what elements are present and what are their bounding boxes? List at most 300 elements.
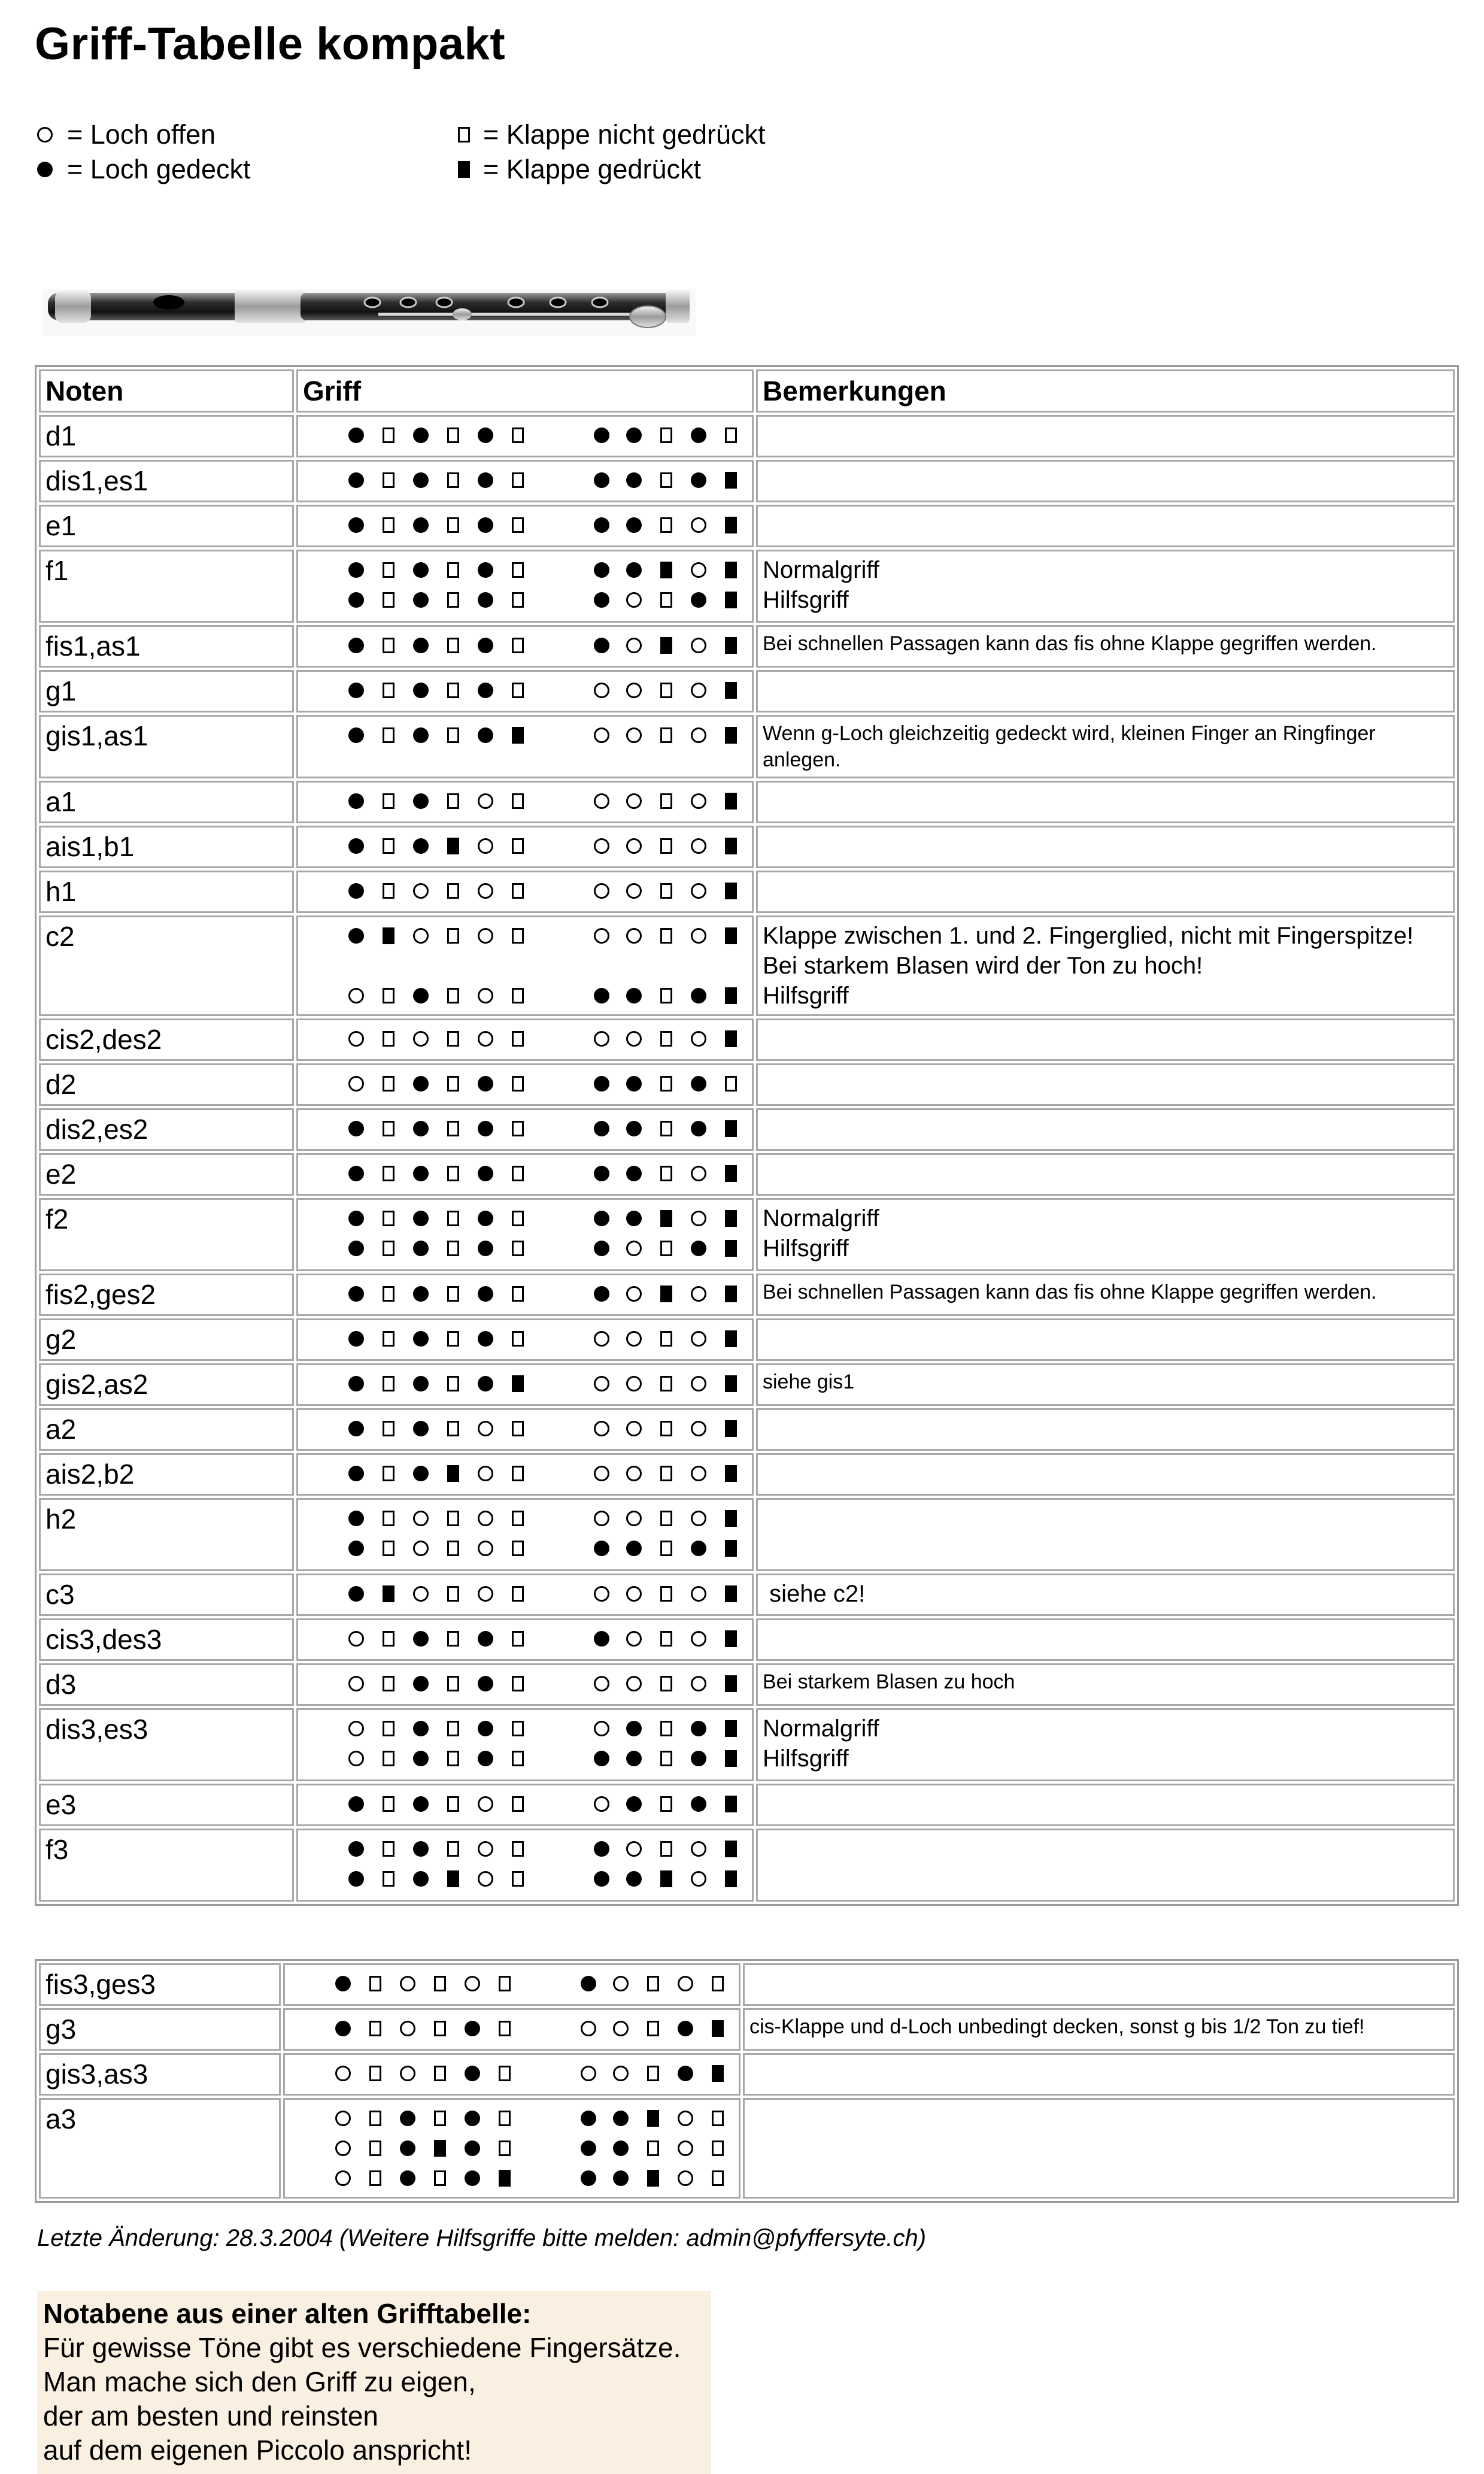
- key-pressed-icon: [647, 2170, 659, 2187]
- key-not-pressed-icon: [660, 1121, 672, 1136]
- grip-line: [303, 1414, 747, 1444]
- key-not-pressed-icon: [447, 683, 459, 698]
- key-not-pressed-icon: [383, 472, 394, 488]
- nota-heading: Notabene aus einer alten Grifftabelle:: [43, 2298, 532, 2329]
- open-hole-icon: [478, 1841, 493, 1857]
- key-not-pressed-icon: [383, 592, 394, 608]
- covered-hole-icon: [691, 472, 706, 488]
- grip-cell: [296, 1108, 754, 1151]
- key-pressed-icon: [725, 1240, 737, 1257]
- grip-cell: [296, 826, 754, 868]
- open-hole-icon: [626, 592, 642, 608]
- key-not-pressed-icon: [383, 638, 394, 653]
- covered-hole-icon: [691, 1121, 706, 1136]
- covered-hole-icon: [348, 1841, 364, 1857]
- key-not-pressed-icon: [383, 683, 394, 698]
- key-not-pressed-icon: [512, 1421, 524, 1436]
- note-cell: d2: [39, 1063, 294, 1106]
- open-hole-icon: [348, 1031, 364, 1047]
- open-hole-icon: [413, 1586, 429, 1602]
- note-cell: dis2,es2: [39, 1108, 294, 1151]
- remarks-cell: [756, 1784, 1455, 1826]
- covered-hole-icon: [594, 1541, 609, 1556]
- header-remarks: Bemerkungen: [756, 369, 1455, 413]
- remark-line: Hilfsgriff: [763, 983, 849, 1009]
- covered-hole-icon: [348, 1586, 364, 1602]
- covered-hole-icon: [626, 1076, 642, 1092]
- grip-line: [303, 951, 747, 981]
- remarks-cell: [756, 1829, 1455, 1902]
- legend-holes: [37, 117, 250, 187]
- key-not-pressed-icon: [383, 1466, 394, 1481]
- table-row: [39, 1829, 1455, 1902]
- open-hole-icon: [613, 2066, 629, 2081]
- covered-hole-icon: [348, 638, 364, 653]
- open-hole-icon: [594, 1721, 609, 1736]
- note-cell: g1: [39, 670, 294, 713]
- key-not-pressed-icon: [712, 2111, 724, 2126]
- grip-cell: [296, 505, 754, 547]
- key-not-pressed-icon: [447, 1166, 459, 1181]
- remark-line: Normalgriff: [763, 1715, 879, 1742]
- open-hole-icon: [678, 2170, 693, 2186]
- key-not-pressed-icon: [512, 793, 524, 809]
- covered-hole-icon: [413, 793, 429, 809]
- key-not-pressed-icon: [512, 683, 524, 698]
- note-cell: fis1,as1: [39, 625, 294, 668]
- covered-hole-icon: [478, 1121, 493, 1136]
- grip-line: [303, 831, 747, 861]
- key-not-pressed-icon: [383, 727, 394, 743]
- covered-hole-icon: [348, 1871, 364, 1887]
- key-not-pressed-icon: [447, 562, 459, 578]
- open-hole-icon: [594, 793, 609, 809]
- key-not-pressed-icon: [712, 2170, 724, 2186]
- open-hole-icon: [691, 1466, 706, 1481]
- key-not-pressed-icon: [447, 638, 459, 653]
- covered-hole-icon: [348, 1166, 364, 1181]
- open-hole-icon: [594, 883, 609, 899]
- remarks-cell: [756, 826, 1455, 868]
- key-pressed-icon: [458, 161, 470, 178]
- open-hole-icon: [413, 1511, 429, 1526]
- grip-line: [303, 675, 747, 705]
- grip-line: [303, 1744, 747, 1773]
- open-hole-icon: [413, 1541, 429, 1556]
- key-pressed-icon: [660, 562, 672, 578]
- grip-cell: [296, 550, 754, 623]
- key-not-pressed-icon: [512, 1841, 524, 1857]
- remark-line: siehe c2!: [763, 1581, 866, 1607]
- open-hole-icon: [594, 1586, 609, 1602]
- key-not-pressed-icon: [383, 1751, 394, 1766]
- fingering-table-continued: [35, 1959, 1459, 2203]
- key-not-pressed-icon: [369, 2170, 381, 2186]
- key-not-pressed-icon: [447, 988, 459, 1003]
- grip-line: [303, 1369, 747, 1399]
- key-not-pressed-icon: [660, 1721, 672, 1736]
- covered-hole-icon: [348, 793, 364, 809]
- grip-cell: [296, 871, 754, 913]
- table-row: [39, 1274, 1455, 1316]
- table-row: [39, 1108, 1455, 1151]
- key-not-pressed-icon: [512, 592, 524, 608]
- key-pressed-icon: [725, 1375, 737, 1392]
- grip-cell: [296, 1708, 754, 1781]
- table-row: [39, 2098, 1455, 2199]
- key-pressed-icon: [725, 1540, 737, 1557]
- covered-hole-icon: [626, 1211, 642, 1226]
- key-pressed-icon: [725, 1675, 737, 1692]
- key-not-pressed-icon: [512, 517, 524, 533]
- open-hole-icon: [626, 638, 642, 653]
- note-cell: d3: [39, 1663, 294, 1706]
- open-hole-icon: [691, 517, 706, 533]
- grip-line: [290, 2103, 734, 2133]
- legend-keys: [458, 117, 766, 187]
- covered-hole-icon: [348, 1376, 364, 1391]
- note-cell: fis2,ges2: [39, 1274, 294, 1316]
- key-not-pressed-icon: [447, 1286, 459, 1302]
- open-hole-icon: [691, 727, 706, 743]
- covered-hole-icon: [478, 1076, 493, 1092]
- nota-line: Für gewisse Töne gibt es verschiedene Fingersätze.: [43, 2332, 681, 2363]
- key-pressed-icon: [725, 883, 737, 899]
- covered-hole-icon: [413, 1796, 429, 1812]
- key-not-pressed-icon: [434, 1976, 446, 1991]
- remarks-cell: [756, 781, 1455, 823]
- covered-hole-icon: [348, 1466, 364, 1481]
- key-pressed-icon: [725, 1120, 737, 1137]
- remarks-cell: [756, 1408, 1455, 1451]
- key-not-pressed-icon: [660, 1466, 672, 1481]
- key-not-pressed-icon: [660, 1751, 672, 1766]
- key-not-pressed-icon: [447, 1031, 459, 1047]
- remark-line: Wenn g-Loch gleichzeitig gedeckt wird, kleinen Finger an Ringfinger: [763, 722, 1376, 745]
- covered-hole-icon: [613, 2141, 629, 2156]
- table-row: [39, 1363, 1455, 1406]
- open-hole-icon: [691, 1631, 706, 1647]
- covered-hole-icon: [478, 1286, 493, 1302]
- key-pressed-icon: [725, 1720, 737, 1737]
- key-not-pressed-icon: [383, 1286, 394, 1302]
- key-not-pressed-icon: [660, 883, 672, 899]
- open-hole-icon: [678, 2111, 693, 2126]
- key-not-pressed-icon: [383, 1331, 394, 1347]
- legend-open-label: = Loch offen: [67, 119, 216, 150]
- note-cell: dis3,es3: [39, 1708, 294, 1781]
- covered-hole-icon: [348, 683, 364, 698]
- grip-line: [303, 876, 747, 906]
- key-not-pressed-icon: [434, 2066, 446, 2081]
- remarks-cell: [743, 2053, 1455, 2096]
- open-hole-icon: [478, 1421, 493, 1436]
- table-row: [39, 915, 1455, 1016]
- covered-hole-icon: [348, 517, 364, 533]
- grip-cell: [296, 1318, 754, 1361]
- table-row: [39, 460, 1455, 502]
- open-hole-icon: [626, 1241, 642, 1256]
- open-hole-icon: [594, 1421, 609, 1436]
- key-pressed-icon: [383, 1585, 394, 1602]
- covered-hole-icon: [413, 1841, 429, 1857]
- key-not-pressed-icon: [725, 428, 737, 443]
- covered-hole-icon: [465, 2021, 480, 2036]
- legend-key-down: [458, 152, 766, 187]
- header-grip: Griff: [296, 369, 754, 413]
- open-hole-icon: [594, 727, 609, 743]
- open-hole-icon: [594, 683, 609, 698]
- remarks-cell: [743, 2008, 1455, 2051]
- grip-line: [290, 2014, 734, 2044]
- note-cell: c3: [39, 1573, 294, 1616]
- covered-hole-icon: [348, 1511, 364, 1526]
- open-hole-icon: [691, 928, 706, 944]
- covered-hole-icon: [691, 1241, 706, 1256]
- open-hole-icon: [678, 1976, 693, 1991]
- covered-hole-icon: [594, 1631, 609, 1647]
- covered-hole-icon: [594, 428, 609, 443]
- covered-hole-icon: [626, 1751, 642, 1766]
- open-hole-icon: [691, 1676, 706, 1691]
- header-notes: Noten: [39, 369, 294, 413]
- covered-hole-icon: [478, 517, 493, 533]
- key-not-pressed-icon: [383, 838, 394, 854]
- note-cell: fis3,ges3: [39, 1963, 281, 2006]
- grip-line: [303, 585, 747, 615]
- key-not-pressed-icon: [660, 727, 672, 743]
- grip-line: [303, 1279, 747, 1309]
- covered-hole-icon: [478, 727, 493, 743]
- covered-hole-icon: [348, 838, 364, 854]
- open-hole-icon: [348, 1676, 364, 1691]
- open-hole-icon: [691, 1586, 706, 1602]
- remark-line: siehe gis1: [763, 1371, 855, 1393]
- covered-hole-icon: [413, 838, 429, 854]
- key-not-pressed-icon: [512, 1211, 524, 1226]
- covered-hole-icon: [478, 683, 493, 698]
- remarks-cell: [756, 460, 1455, 502]
- covered-hole-icon: [691, 1541, 706, 1556]
- covered-hole-icon: [581, 2141, 596, 2156]
- table-row: [39, 1318, 1455, 1361]
- covered-hole-icon: [478, 472, 493, 488]
- covered-hole-icon: [335, 1976, 351, 1991]
- covered-hole-icon: [348, 1121, 364, 1136]
- key-not-pressed-icon: [447, 1721, 459, 1736]
- key-not-pressed-icon: [512, 1466, 524, 1481]
- note-cell: a1: [39, 781, 294, 823]
- key-not-pressed-icon: [660, 1841, 672, 1857]
- remarks-cell: [756, 1198, 1455, 1271]
- covered-hole-icon: [348, 428, 364, 443]
- grip-line: [303, 510, 747, 540]
- covered-hole-icon: [37, 162, 53, 177]
- covered-hole-icon: [413, 592, 429, 608]
- table-row: [39, 625, 1455, 668]
- grip-line: [303, 1714, 747, 1744]
- key-not-pressed-icon: [434, 2021, 446, 2036]
- key-not-pressed-icon: [434, 2111, 446, 2126]
- table-header-row: [39, 369, 1455, 413]
- open-hole-icon: [400, 1976, 415, 1991]
- grip-line: [303, 981, 747, 1011]
- table-row: [39, 715, 1455, 778]
- key-not-pressed-icon: [660, 1541, 672, 1556]
- open-hole-icon: [691, 1331, 706, 1347]
- key-pressed-icon: [725, 927, 737, 944]
- covered-hole-icon: [348, 883, 364, 899]
- grip-cell: [296, 1573, 754, 1616]
- grip-line: [303, 555, 747, 585]
- remarks-cell: [756, 715, 1455, 778]
- key-pressed-icon: [512, 1375, 524, 1392]
- key-not-pressed-icon: [369, 2111, 381, 2126]
- legend-open: [37, 117, 250, 152]
- covered-hole-icon: [413, 517, 429, 533]
- key-not-pressed-icon: [383, 1871, 394, 1887]
- covered-hole-icon: [348, 727, 364, 743]
- key-pressed-icon: [725, 838, 737, 854]
- remarks-cell: [756, 550, 1455, 623]
- grip-line: [303, 1624, 747, 1654]
- open-hole-icon: [335, 2141, 351, 2156]
- note-cell: d1: [39, 415, 294, 457]
- grip-cell: [296, 1363, 754, 1406]
- open-hole-icon: [626, 1331, 642, 1347]
- key-not-pressed-icon: [512, 1676, 524, 1691]
- table-row: [39, 1708, 1455, 1781]
- covered-hole-icon: [594, 472, 609, 488]
- grip-cell: [296, 1498, 754, 1571]
- covered-hole-icon: [594, 1841, 609, 1857]
- note-cell: cis3,des3: [39, 1618, 294, 1661]
- open-hole-icon: [594, 1376, 609, 1391]
- covered-hole-icon: [478, 638, 493, 653]
- note-cell: e3: [39, 1784, 294, 1826]
- covered-hole-icon: [413, 638, 429, 653]
- key-not-pressed-icon: [725, 1076, 737, 1092]
- covered-hole-icon: [594, 1076, 609, 1092]
- grip-cell: [296, 670, 754, 713]
- grip-line: [290, 1969, 734, 1999]
- open-hole-icon: [691, 1841, 706, 1857]
- remark-line: Normalgriff: [763, 557, 879, 583]
- grip-line: [303, 420, 747, 450]
- remark-line: Bei schnellen Passagen kann das fis ohne Klappe gegriffen werden.: [763, 1281, 1377, 1303]
- grip-cell: [296, 915, 754, 1016]
- covered-hole-icon: [581, 2111, 596, 2126]
- key-pressed-icon: [725, 1465, 737, 1482]
- grip-cell: [283, 2098, 741, 2199]
- covered-hole-icon: [348, 1421, 364, 1436]
- grip-cell: [296, 1018, 754, 1061]
- covered-hole-icon: [594, 562, 609, 578]
- covered-hole-icon: [691, 1796, 706, 1812]
- grip-line: [303, 1203, 747, 1233]
- key-pressed-icon: [447, 1870, 459, 1887]
- covered-hole-icon: [691, 428, 706, 443]
- remark-line: Klappe zwischen 1. und 2. Fingerglied, nicht mit Fingerspitze!: [763, 923, 1414, 949]
- key-pressed-icon: [725, 1750, 737, 1767]
- key-not-pressed-icon: [447, 1241, 459, 1256]
- covered-hole-icon: [413, 1421, 429, 1436]
- key-pressed-icon: [725, 682, 737, 699]
- key-not-pressed-icon: [383, 1076, 394, 1092]
- covered-hole-icon: [413, 1721, 429, 1736]
- key-not-pressed-icon: [512, 883, 524, 899]
- covered-hole-icon: [626, 1166, 642, 1181]
- key-not-pressed-icon: [447, 1676, 459, 1691]
- covered-hole-icon: [413, 1286, 429, 1302]
- key-not-pressed-icon: [660, 428, 672, 443]
- open-hole-icon: [594, 1466, 609, 1481]
- note-cell: f2: [39, 1198, 294, 1271]
- grip-cell: [296, 1408, 754, 1451]
- key-not-pressed-icon: [660, 1631, 672, 1647]
- note-cell: ais2,b2: [39, 1453, 294, 1496]
- key-not-pressed-icon: [369, 2066, 381, 2081]
- covered-hole-icon: [594, 1871, 609, 1887]
- legend-covered: [37, 152, 250, 187]
- covered-hole-icon: [581, 2170, 596, 2186]
- open-hole-icon: [478, 1871, 493, 1887]
- key-not-pressed-icon: [512, 1286, 524, 1302]
- key-not-pressed-icon: [712, 1976, 724, 1991]
- key-pressed-icon: [725, 1630, 737, 1647]
- open-hole-icon: [626, 1841, 642, 1857]
- open-hole-icon: [691, 883, 706, 899]
- key-not-pressed-icon: [512, 1166, 524, 1181]
- key-not-pressed-icon: [512, 562, 524, 578]
- open-hole-icon: [691, 1166, 706, 1181]
- note-cell: h1: [39, 871, 294, 913]
- grip-cell: [296, 781, 754, 823]
- covered-hole-icon: [348, 1241, 364, 1256]
- covered-hole-icon: [413, 1331, 429, 1347]
- covered-hole-icon: [413, 562, 429, 578]
- note-cell: gis3,as3: [39, 2053, 281, 2096]
- last-updated-note: Letzte Änderung: 28.3.2004 (Weitere Hilfsgriffe bitte melden: admin@pfyffersyte.ch): [37, 2225, 927, 2251]
- note-cell: c2: [39, 915, 294, 1016]
- grip-cell: [296, 715, 754, 778]
- remarks-cell: [756, 871, 1455, 913]
- key-not-pressed-icon: [660, 1421, 672, 1436]
- remarks-cell: [743, 1963, 1455, 2006]
- key-not-pressed-icon: [647, 2141, 659, 2156]
- key-not-pressed-icon: [383, 1421, 394, 1436]
- covered-hole-icon: [691, 1751, 706, 1766]
- fingering-table: [35, 365, 1459, 1906]
- key-not-pressed-icon: [647, 1976, 659, 1991]
- covered-hole-icon: [478, 1211, 493, 1226]
- covered-hole-icon: [626, 1541, 642, 1556]
- grip-cell: [296, 1663, 754, 1706]
- open-hole-icon: [691, 793, 706, 809]
- covered-hole-icon: [626, 1721, 642, 1736]
- covered-hole-icon: [348, 562, 364, 578]
- remarks-cell: [756, 1274, 1455, 1316]
- note-cell: gis1,as1: [39, 715, 294, 778]
- covered-hole-icon: [465, 2141, 480, 2156]
- key-not-pressed-icon: [447, 517, 459, 533]
- covered-hole-icon: [413, 428, 429, 443]
- key-pressed-icon: [660, 637, 672, 654]
- grip-line: [290, 2058, 734, 2088]
- remark-line: Hilfsgriff: [763, 587, 849, 613]
- open-hole-icon: [626, 1031, 642, 1047]
- covered-hole-icon: [691, 988, 706, 1003]
